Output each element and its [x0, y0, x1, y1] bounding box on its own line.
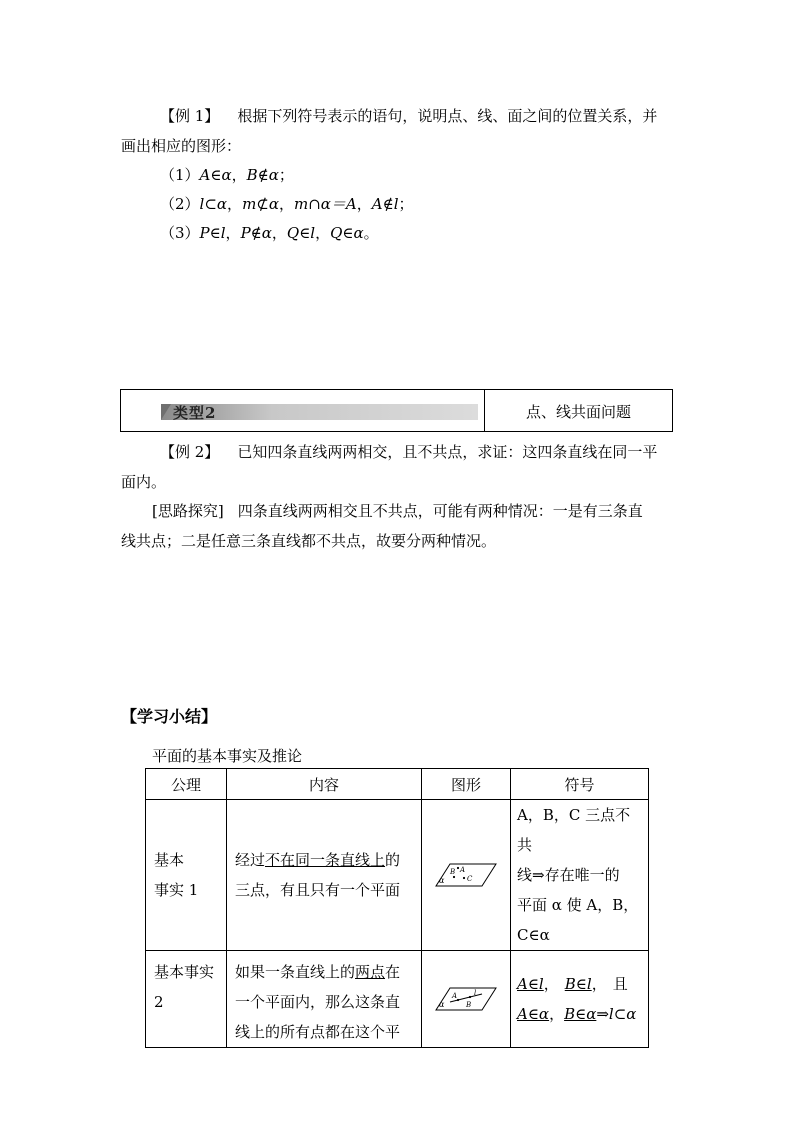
summary-table: [145, 768, 649, 1048]
example1-stem-2: 画出相应的图形：: [121, 137, 242, 155]
example2-stem-2: 面内。: [121, 473, 167, 491]
type2-tag: 类型2: [173, 404, 217, 422]
summary-heading: 【学习小结】: [121, 707, 218, 726]
example1-item-1: （1）A∈α，B∉α；: [160, 166, 294, 184]
example1-item-3: （3）P∈l，P∉α，Q∈l，Q∈α。: [160, 224, 379, 242]
example2-idea-tag: [思路探究]: [152, 502, 224, 520]
example2-line1: [160, 442, 657, 462]
header-cell-axiom: 公理: [146, 769, 227, 800]
table-header-row: [146, 769, 649, 800]
fig2-label-alpha: α: [439, 1000, 445, 1009]
example1-line1: [160, 106, 657, 126]
row2-name: 基本事实 2: [146, 951, 227, 1048]
plane-line-figure: [434, 986, 498, 1012]
row1-figure: [422, 800, 511, 951]
fig1-label-a: A: [460, 866, 466, 874]
fig1-label-b: B: [450, 868, 456, 876]
row2-underlined-term: 两点: [355, 963, 386, 981]
row2-symbol: A∈l， B∈l， 且 A∈α，B∈α⇒l⊂α: [511, 951, 649, 1048]
example2-stem-1: 已知四条直线两两相交，且不共点，求证：这四条直线在同一平: [237, 443, 658, 461]
fig2-label-a: A: [452, 992, 458, 1000]
example2-tag: 【例 2】: [160, 443, 220, 461]
header-cell-content: 内容: [227, 769, 422, 800]
row2-figure: [422, 951, 511, 1048]
table-row: [146, 800, 649, 951]
header-cell-figure: 图形: [422, 769, 511, 800]
header-cell-symbol: 符号: [511, 769, 649, 800]
row1-name: 基本 事实 1: [146, 800, 227, 951]
plane-three-points-figure: [434, 862, 498, 888]
fig2-label-b: B: [466, 1001, 472, 1009]
summary-caption: 平面的基本事实及推论: [152, 747, 303, 765]
type2-banner: [120, 389, 673, 432]
table-row: [146, 951, 649, 1048]
fig1-label-alpha: α: [439, 876, 445, 885]
row1-underlined-term: 不在同一条直线上: [265, 851, 386, 869]
row1-content: 经过不在同一条直线上的 三点，有且只有一个平面: [227, 800, 422, 951]
example1-tag: 【例 1】: [160, 107, 220, 125]
row1-symbol: A，B，C 三点不共 线⇒存在唯一的 平面 α 使 A，B， C∈α: [511, 800, 649, 951]
type2-tag-slant: [161, 404, 171, 420]
type2-title: 点、线共面问题: [525, 403, 631, 421]
example1-stem-1: 根据下列符号表示的语句，说明点、线、面之间的位置关系，并: [237, 107, 658, 125]
row2-content: 如果一条直线上的两点在 一个平面内，那么这条直 线上的所有点都在这个平: [227, 951, 422, 1048]
fig2-label-l: l: [474, 989, 477, 997]
fig1-label-c: C: [467, 875, 473, 883]
example2-idea-line2: 线共点；二是任意三条直线都不共点，故要分两种情况。: [121, 532, 497, 550]
example1-item-2: （2）l⊂α，m⊄α，m∩α＝A，A∉l；: [160, 195, 414, 213]
example2-idea-line1: [思路探究] 四条直线两两相交且不共点，可能有两种情况：一是有三条直: [152, 502, 643, 520]
